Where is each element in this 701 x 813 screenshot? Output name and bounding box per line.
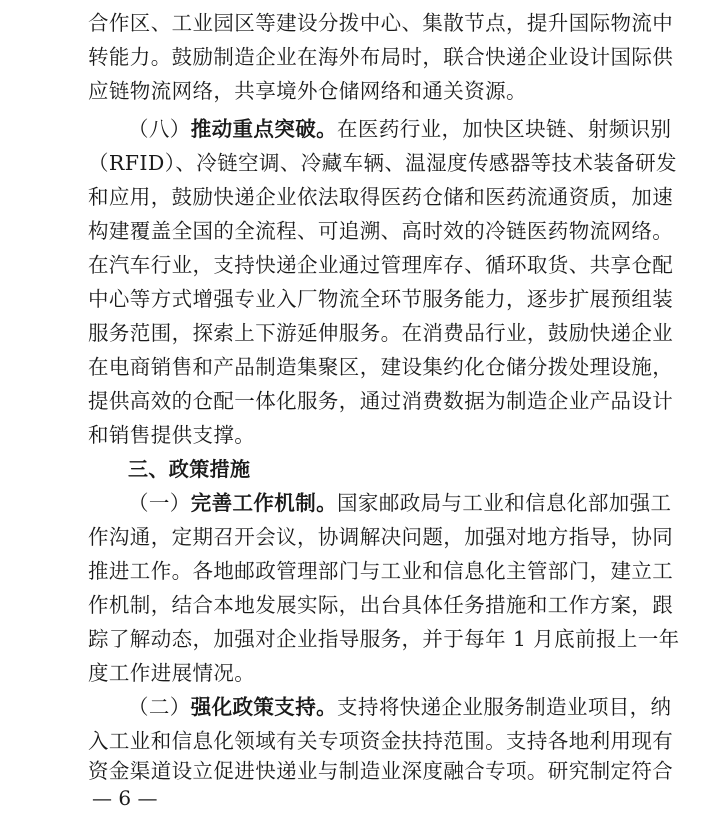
paragraph-line: 推进工作。各地邮政管理部门与工业和信息化主管部门，建立工 <box>88 559 674 583</box>
section-heading: 三、政策措施 <box>128 457 251 481</box>
paragraph-line: 作沟通，定期召开会议，协调解决问题，加强对地方指导，协同 <box>88 525 674 549</box>
paragraph-line: 踪了解动态，加强对企业指导服务，并于每年 1 月底前报上一年 <box>88 627 680 651</box>
paragraph-text: 在医药行业，加快区块链、射频识别 <box>337 117 672 141</box>
paragraph-text: 支持将快递企业服务制造业项目，纳 <box>337 695 672 719</box>
paragraph-line: 和销售提供支撑。 <box>88 423 256 447</box>
paragraph-line: 合作区、工业园区等建设分拨中心、集散节点，提升国际物流中 <box>88 11 674 35</box>
paragraph-line: 转能力。鼓励制造企业在海外布局时，联合快递企业设计国际供 <box>88 45 674 69</box>
section-title: 强化政策支持。 <box>190 695 338 719</box>
paragraph-line: 应链物流网络，共享境外仓储网络和通关资源。 <box>88 79 527 103</box>
paragraph-text: 国家邮政局与工业和信息化部加强工 <box>337 491 672 515</box>
paragraph-line: 度工作进展情况。 <box>88 661 256 685</box>
paragraph-line: 构建覆盖全国的全流程、可追溯、高时效的冷链医药物流网络。 <box>88 219 674 243</box>
paragraph-two-first-line <box>88 690 672 724</box>
section-title: 完善工作机制。 <box>190 491 338 515</box>
section-number: （二） <box>128 695 191 719</box>
paragraph-one-first-line <box>88 486 672 520</box>
paragraph-line: （RFID）、冷链空调、冷藏车辆、温湿度传感器等技术装备研发 <box>88 151 677 175</box>
page-number: — 6 — <box>92 786 158 810</box>
paragraph-line: 在汽车行业，支持快递企业通过管理库存、循环取货、共享仓配 <box>88 253 674 277</box>
paragraph-line: 作机制，结合本地发展实际，出台具体任务措施和工作方案，跟 <box>88 593 674 617</box>
paragraph-line: 提供高效的仓配一体化服务，通过消费数据为制造企业产品设计 <box>88 389 674 413</box>
section-number: （八） <box>128 117 191 141</box>
section-title: 推动重点突破。 <box>190 117 338 141</box>
paragraph-eight-first-line <box>88 112 672 146</box>
paragraph-line: 和应用，鼓励快递企业依法取得医药仓储和医药流通资质，加速 <box>88 185 674 209</box>
paragraph-line: 中心等方式增强专业入厂物流全环节服务能力，逐步扩展预组装 <box>88 287 674 311</box>
paragraph-line: 资金渠道设立促进快递业与制造业深度融合专项。研究制定符合 <box>88 759 674 783</box>
paragraph-line: 入工业和信息化领域有关专项资金扶持范围。支持各地利用现有 <box>88 729 674 753</box>
paragraph-line: 在电商销售和产品制造集聚区，建设集约化仓储分拨处理设施， <box>88 355 674 379</box>
section-number: （一） <box>128 491 191 515</box>
paragraph-line: 服务范围，探索上下游延伸服务。在消费品行业，鼓励快递企业 <box>88 321 674 345</box>
